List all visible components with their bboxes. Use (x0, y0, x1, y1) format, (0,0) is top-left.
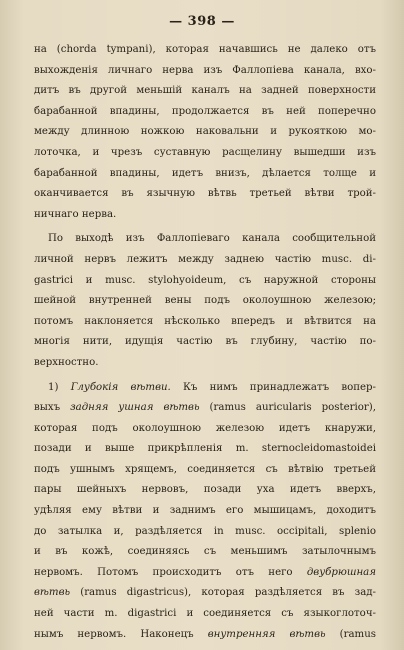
text-line: барабанной впадины, идетъ внизъ, дѣлается толще и (34, 167, 376, 179)
text-line: барабанной впадины, продолжается въ ней поперечно (34, 105, 376, 117)
text-line: лоточка, и чрезъ суставную расщелину вышедши изъ (34, 146, 376, 158)
text-line: нервомъ. Потомъ происходитъ отъ него двубрюшная (34, 566, 376, 578)
text-line: вѣтвь (ramus digastricus), которая раздѣляется въ зад- (34, 587, 376, 599)
text-line: между длинною ножкою наковальни и рукояткою мо- (34, 126, 376, 138)
text-line: оканчивается въ язычную вѣтвь третьей вѣтви трой- (34, 188, 376, 200)
text-line: многія нити, идущія частію въ глубину, частію по- (34, 336, 376, 348)
text-line: ничнаго нерва. (34, 208, 117, 220)
paragraph-2 (34, 229, 376, 373)
text-line: ней части m. digastrici и соединяется съ языкоглоточ- (34, 608, 376, 620)
text-line: подъ ушнымъ хрящемъ, соединяется съ вѣтвію третьей (34, 463, 376, 475)
text-line: нымъ нервомъ. Наконецъ внутренняя вѣтвь (ramus (34, 628, 376, 640)
text-line: позади и выше прикрѣпленія m. sternocleidomastoidei (34, 443, 376, 455)
text-line: дитъ въ другой меньшій каналъ на задней поверхности (34, 85, 376, 97)
text-line: шейной внутренней вены подъ околоушною железою; (34, 295, 376, 307)
text-line: 1) Глубокія вѣтви. Къ нимъ принадлежатъ вопер- (48, 381, 376, 393)
text-line: потомъ наклоняется нѣсколько впередъ и вѣтвится на (34, 315, 376, 327)
text-line: которая подъ околоушною железою идетъ кнаружи, (34, 422, 376, 434)
page-number: — 398 — (169, 14, 235, 29)
text-line: gastrici и musc. stylohyoideum, съ наружной стороны (34, 274, 376, 286)
paragraph-3 (34, 378, 376, 646)
text-line: на (chorda tympani), которая начавшись не далеко отъ (34, 44, 376, 55)
text-line: личной нервъ лежитъ между заднею частію musc. di- (34, 253, 376, 265)
text-line: выхъ задняя ушная вѣтвь (ramus auricularis posterior), (34, 402, 376, 414)
text-line: По выходѣ изъ Фаллопіеваго канала сообщительной (48, 233, 376, 245)
text-line: верхностно. (34, 356, 99, 368)
text-line: удѣляя ему вѣтви и заднимъ его мышицамъ, доходитъ (34, 505, 376, 517)
paragraph-1 (34, 40, 376, 225)
text-line: пары шейныхъ нервовъ, позади уха идетъ вверхъ, (34, 484, 376, 496)
text-body (34, 40, 376, 645)
text-line: до затылка и, раздѣляется in musc. occipitali, splenio (34, 525, 376, 537)
text-line: выхожденія личнаго нерва изъ Фаллопіева канала, вхо- (34, 64, 376, 76)
text-line: и въ кожѣ, соединяясь съ меньшимъ затылочнымъ (34, 546, 376, 558)
